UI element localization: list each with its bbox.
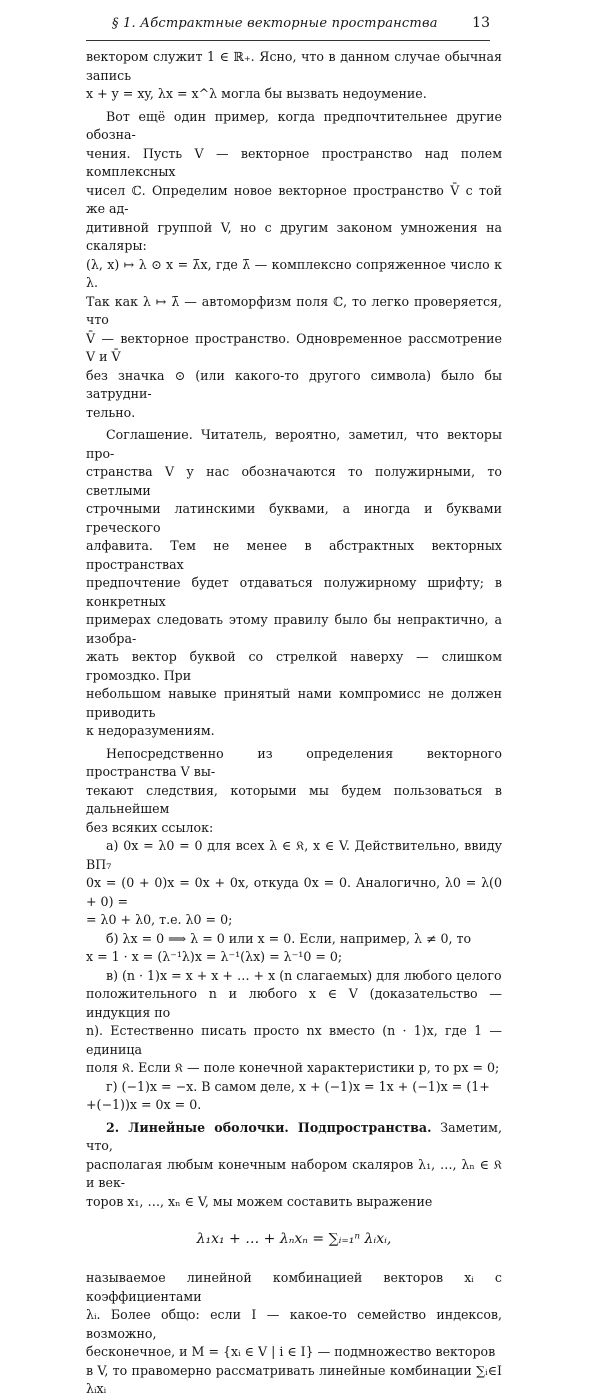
section-line [86,1119,502,1156]
text-line: а) 0x = λ0 = 0 для всех λ ∈ 𝔎, x ∈ V. Действительно, ввиду ВП₇ [86,838,502,872]
text-line: Так как λ ↦ λ̄ — автоморфизм поля ℂ, то легко проверяется, что [86,293,502,327]
text-line: располагая любым конечным набором скаляров λ₁, …, λₙ ∈ 𝔎 и век- [86,1156,502,1190]
text-line: б) λx = 0 ⟹ λ = 0 или x = 0. Если, например, λ ≠ 0, то [106,930,472,946]
text-line: (λ, x) ↦ λ ⊙ x = λ̄x, где λ̄ — комплексно сопряженное число к λ. [86,256,502,290]
text-line: Соглашение. Читатель, вероятно, заметил, что векторы про- [86,427,502,461]
page-body [86,48,502,1399]
text-line: называемое линейной комбинацией векторов xᵢ с коэффициентами [86,1270,502,1304]
text-line: V̄ — векторное пространство. Одновременное рассмотрение V и V̄ [86,330,502,364]
text-line: = λ0 + λ0, т.е. λ0 = 0; [86,912,233,927]
page-number: 13 [472,15,490,31]
text-line: вектором служит 1 ∈ ℝ₊. Ясно, что в данном случае обычная запись [86,49,502,83]
text-line: в V, то правомерно рассматривать линейные комбинации ∑ᵢ∈I λᵢxᵢ [86,1362,502,1396]
text-line: поля 𝔎. Если 𝔎 — поле конечной характеристики p, то px = 0; [86,1060,500,1075]
running-header [86,10,490,40]
text-line: бесконечное, и M = {xᵢ ∈ V | i ∈ I} — подмножество векторов [86,1344,496,1359]
text-line: x = 1 · x = (λ⁻¹λ)x = λ⁻¹(λx) = λ⁻¹0 = 0; [86,949,343,964]
text-line: λᵢ. Более общо: если I — какое-то семейство индексов, возможно, [86,1307,502,1341]
text-line: жать вектор буквой со стрелкой наверху — слишком громоздко. При [86,649,502,683]
text-line: без всяких ссылок: [86,819,214,835]
text-line: положительного n и любого x ∈ V (доказательство — индукция по [86,986,502,1020]
text-line: странства V у нас обозначаются то полужирными, то светлыми [86,464,502,498]
section-heading: 2. Линейные оболочки. Подпространства. [106,1119,432,1135]
text-line: Непосредственно из определения векторного пространства V вы- [86,745,502,779]
text-line: чения. Пусть V — векторное пространство над полем комплексных [86,145,502,179]
header-rule [86,40,490,41]
text-line: торов x₁, …, xₙ ∈ V, мы можем составить выражение [86,1193,433,1209]
text-line: строчными латинскими буквами, а иногда и буквами греческого [86,501,502,535]
text-line: чисел ℂ. Определим новое векторное пространство V̄ с той же ад- [86,182,502,216]
text-line: примерах следовать этому правилу было бы непрактично, а изобра- [86,612,502,646]
text-line: n). Естественно писать просто nx вместо (n · 1)x, где 1 — единица [86,1023,502,1057]
text-line: 0x = (0 + 0)x = 0x + 0x, откуда 0x = 0. Аналогично, λ0 = λ(0 + 0) = [86,875,502,909]
text-line: г) (−1)x = −x. В самом деле, x + (−1)x = 1x + (−1)x = (1+ [106,1078,490,1094]
text-line: в) (n · 1)x = x + x + … + x (n слагаемых) для любого целого [106,967,502,983]
text-line: к недоразумениям. [86,723,215,738]
text-line: предпочтение будет отдаваться полужирному шрифту; в конкретных [86,575,502,609]
text-line: без значка ⊙ (или какого-то другого символа) было бы затрудни- [86,367,502,401]
text-line: алфавита. Тем не менее в абстрактных векторных пространствах [86,538,502,572]
text-line: Заметим, что, [86,1119,502,1153]
text-line: Вот ещё один пример, когда предпочтительнее другие обозна- [86,108,502,142]
text-line: небольшом навыке принятый нами компромисс не должен приводить [86,686,502,720]
text-line: дитивной группой V, но с другим законом умножения на скаляры: [86,219,502,253]
display-formula: λ₁x₁ + … + λₙxₙ = ∑ᵢ₌₁ⁿ λᵢxᵢ, [196,1231,392,1247]
text-line: тельно. [86,404,136,420]
text-line: текают следствия, которыми мы будем пользоваться в дальнейшем [86,782,502,816]
header-title: § 1. Абстрактные векторные пространства [112,16,438,31]
text-line: x + y = xy, λx = x^λ могла бы вызвать недоумение. [86,86,427,101]
text-line: +(−1))x = 0x = 0. [86,1097,202,1112]
